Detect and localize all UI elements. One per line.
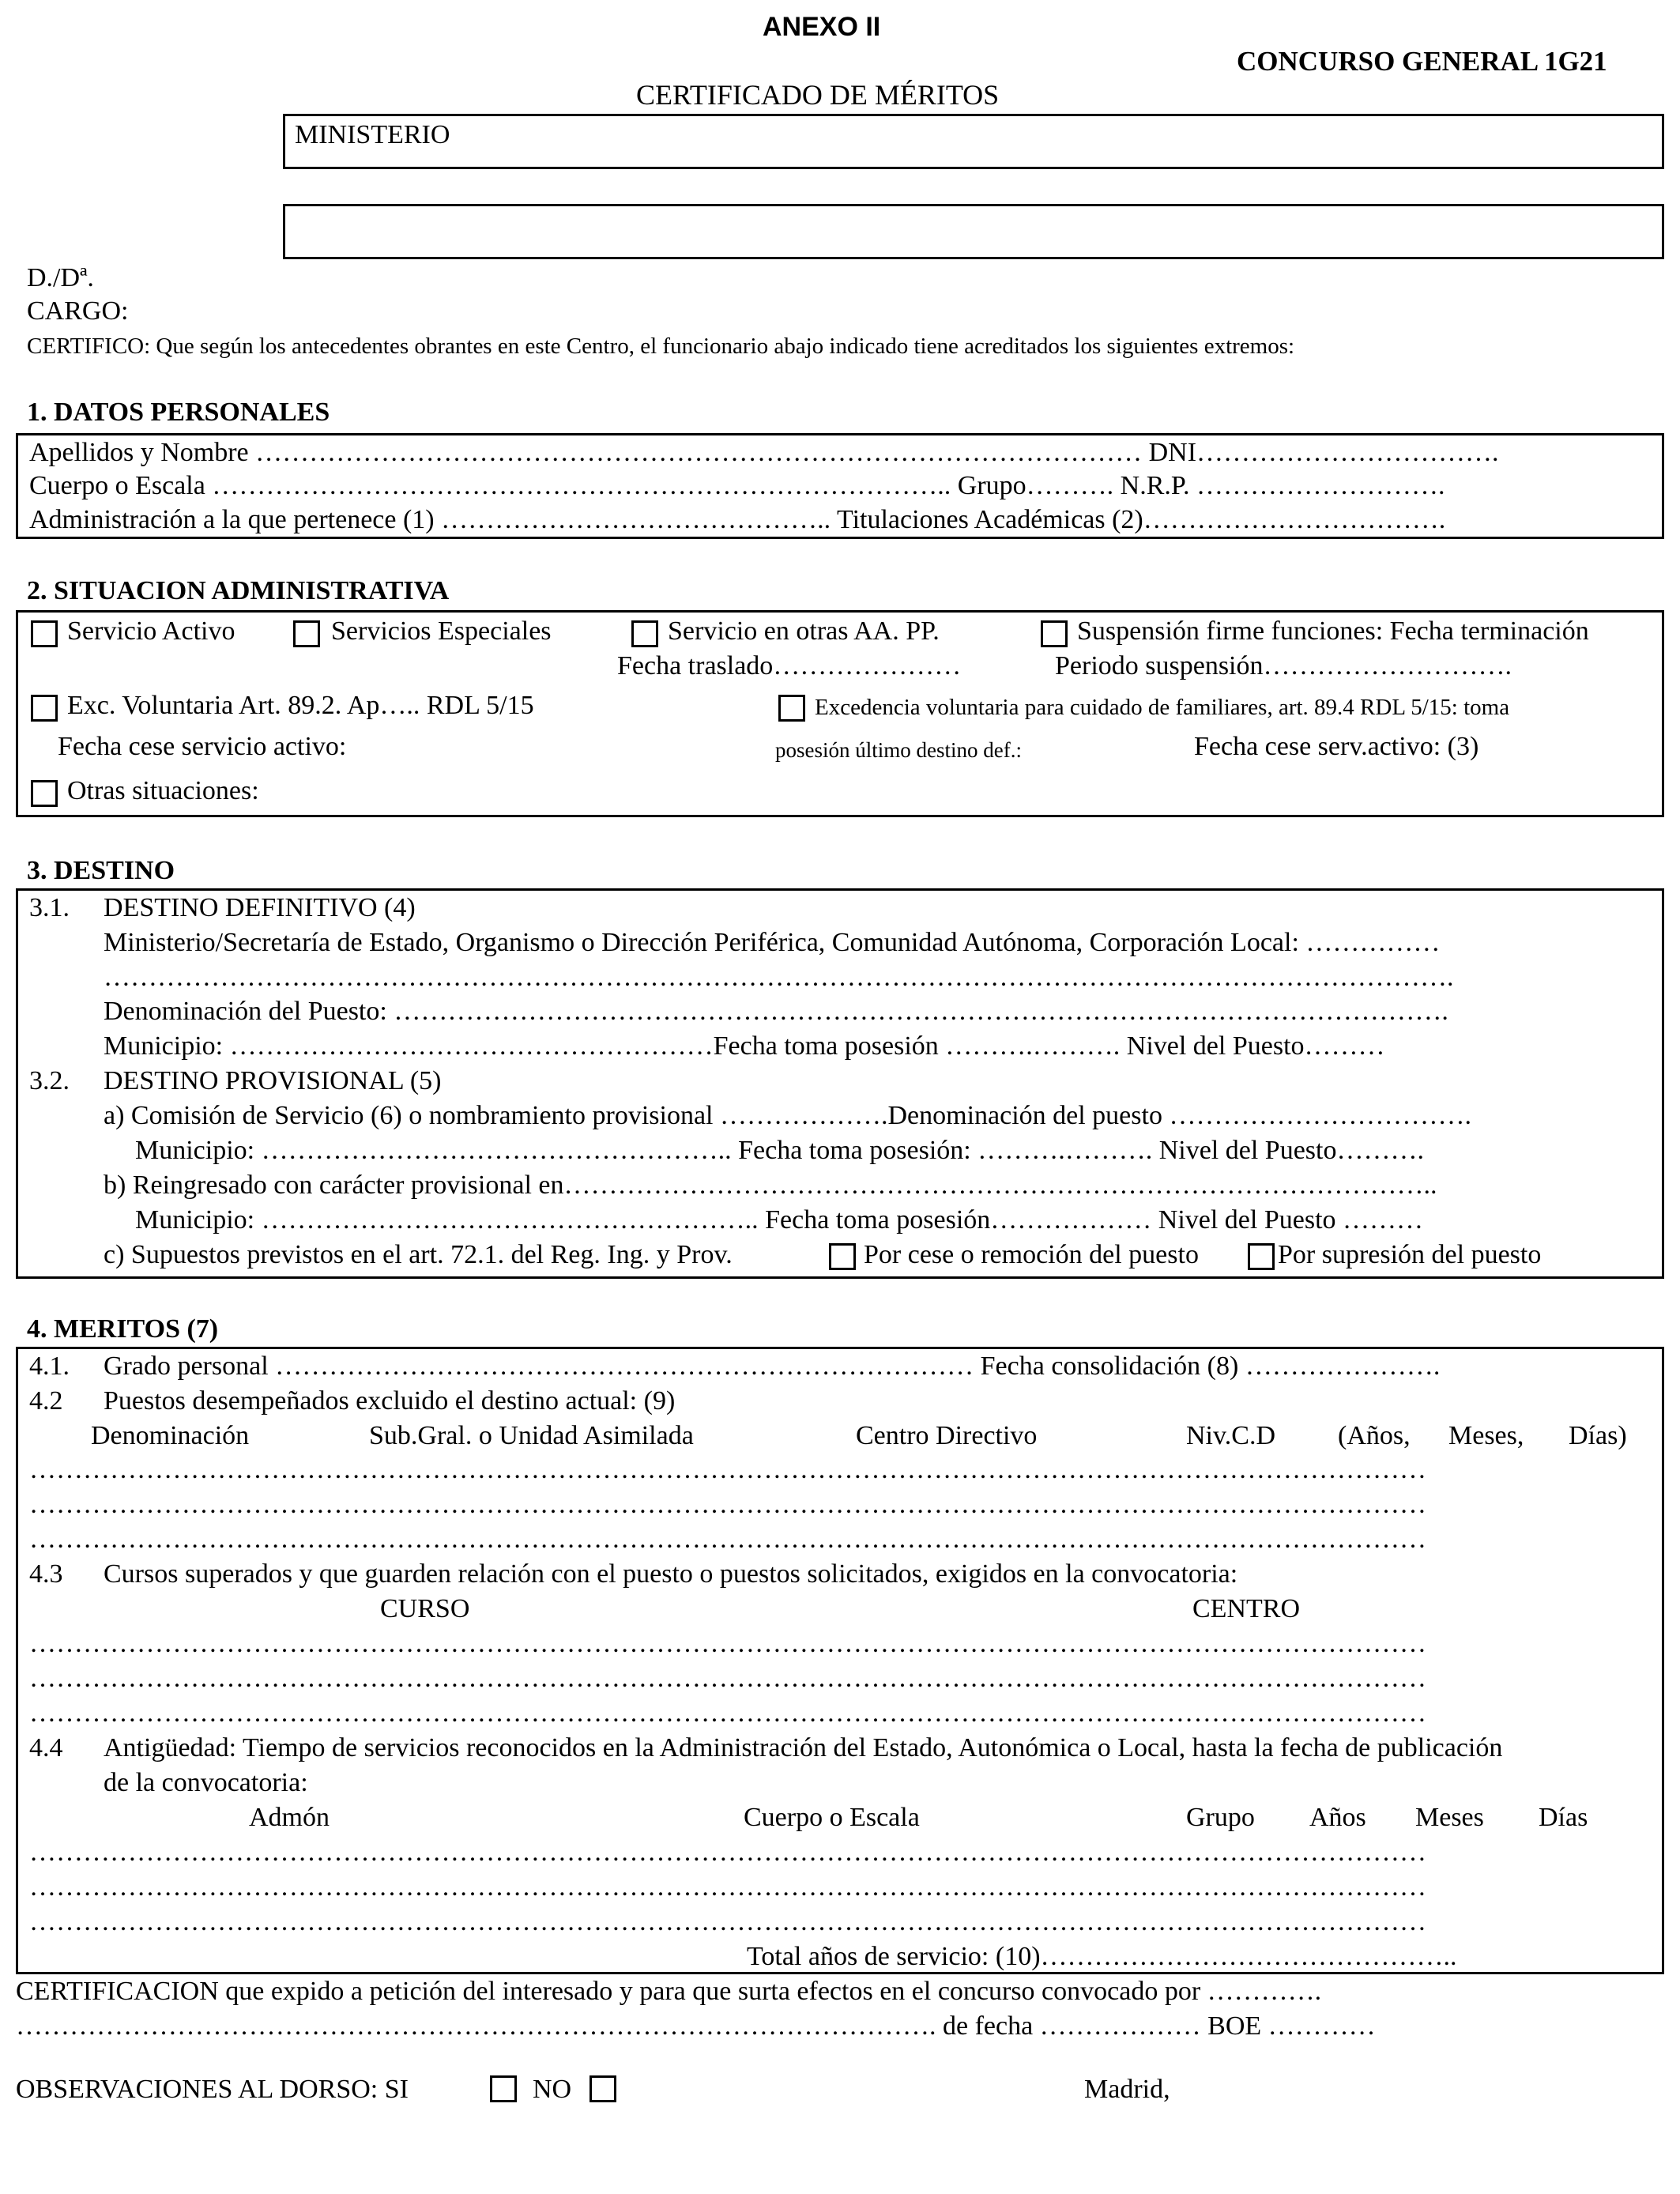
administracion-line: Administración a la que pertenece (1) …………………………………….. Titulaciones Académicas (2)…………………………….: [29, 505, 1446, 534]
exc-familiares-label: Excedencia voluntaria para cuidado de familiares, art. 89.4 RDL 5/15: toma: [815, 695, 1510, 720]
checkbox-obs-si[interactable]: [490, 2075, 517, 2102]
checkbox-suspension[interactable]: [1041, 620, 1068, 647]
section-2-title: 2. SITUACION ADMINISTRATIVA: [27, 576, 450, 605]
checkbox-exc-voluntaria[interactable]: [31, 695, 58, 722]
num-3-2: 3.2.: [29, 1066, 70, 1095]
cursos-label: Cursos superados y que guarden relación con el puesto o puestos solicitados, exigidos en la convocatoria:: [104, 1559, 1238, 1589]
certifico-text: CERTIFICO: Que según los antecedentes obrantes en este Centro, el funcionario abajo indicado tiene acreditados los siguientes extremos:: [27, 334, 1295, 359]
antiguedad-label: Antigüedad: Tiempo de servicios reconocidos en la Administración del Estado, Autonómica o Local, hasta la fecha de publicación: [104, 1733, 1503, 1762]
header-cuerpo: Cuerpo o Escala: [744, 1803, 920, 1832]
header-meses: Meses,: [1448, 1421, 1524, 1450]
section-3-title: 3. DESTINO: [27, 856, 175, 885]
concurso-label: CONCURSO GENERAL 1G21: [1237, 46, 1607, 77]
checkbox-servicios-especiales[interactable]: [293, 620, 320, 647]
header-anos-2: Años: [1309, 1803, 1366, 1832]
comision-municipio-line: Municipio: …………………………………………….. Fecha toma posesión: ……….………. Nivel del Puesto……….: [135, 1136, 1424, 1165]
fecha-cese2-label: Fecha cese serv.activo: (3): [1194, 732, 1479, 761]
header-centro: CENTRO: [1192, 1594, 1300, 1623]
antiguedad-label-2: de la convocatoria:: [104, 1768, 308, 1797]
apellidos-line: Apellidos y Nombre ……………………………………………………………………………………… DNI…………………………….: [29, 438, 1499, 467]
checkbox-exc-familiares[interactable]: [778, 695, 805, 722]
num-4-2: 4.2: [29, 1386, 63, 1416]
posesion-label: posesión último destino def.:: [775, 738, 1022, 762]
ministerio-field[interactable]: [283, 114, 1664, 169]
cargo-label: CARGO:: [27, 296, 129, 326]
cuerpo-line: Cuerpo o Escala ……………………………………………………………………….. Grupo………. N.R.P. ……………………….: [29, 471, 1445, 500]
suspension-label: Suspensión firme funciones: Fecha terminación: [1077, 616, 1589, 646]
header-centro-directivo: Centro Directivo: [856, 1421, 1038, 1450]
checkbox-supresion[interactable]: [1248, 1243, 1275, 1270]
cursos-row-2: …………………………………………………………………………………………………………………………………………: [29, 1664, 1426, 1693]
puestos-row-2: …………………………………………………………………………………………………………………………………………: [29, 1490, 1426, 1519]
checkbox-otras-situaciones[interactable]: [31, 780, 58, 807]
certificado-title: CERTIFICADO DE MÉRITOS: [636, 79, 1000, 111]
observaciones-label: OBSERVACIONES AL DORSO: SI: [16, 2075, 409, 2104]
no-label: NO: [533, 2075, 572, 2104]
puestos-row-3: …………………………………………………………………………………………………………………………………………: [29, 1525, 1426, 1554]
dots-line: …………………………………………………………………………………………………………………………………….: [104, 963, 1454, 992]
certificacion-line-1: CERTIFICACION que expido a petición del interesado y para que surta efectos en el concurso convocado por ………….: [16, 1977, 1322, 2006]
dd-label: D./Dª.: [27, 263, 94, 292]
num-4-1: 4.1.: [29, 1351, 70, 1381]
section-1-title: 1. DATOS PERSONALES: [27, 398, 330, 427]
denominacion-line: Denominación del Puesto: ……………………………………………………………………………………………………….: [104, 997, 1448, 1026]
supuestos-line: c) Supuestos previstos en el art. 72.1. del Reg. Ing. y Prov.: [104, 1240, 733, 1269]
header-dias: Días): [1569, 1421, 1627, 1450]
unit-field[interactable]: [283, 204, 1664, 259]
reingresado-municipio-line: Municipio: ……………………………………………….. Fecha toma posesión……………… Nivel del Puesto ………: [135, 1205, 1424, 1235]
checkbox-otras-aapp[interactable]: [631, 620, 658, 647]
exc-voluntaria-label: Exc. Voluntaria Art. 89.2. Ap….. RDL 5/15: [67, 691, 534, 720]
antiguedad-row-3: …………………………………………………………………………………………………………………………………………: [29, 1907, 1426, 1936]
reingresado-line: b) Reingresado con carácter provisional en……………………………………………………………………………………..: [104, 1171, 1437, 1200]
destino-definitivo-label: DESTINO DEFINITIVO (4): [104, 893, 416, 922]
antiguedad-row-2: …………………………………………………………………………………………………………………………………………: [29, 1872, 1426, 1902]
meritos-box: [16, 1347, 1664, 1974]
checkbox-servicio-activo[interactable]: [31, 620, 58, 647]
header-grupo: Grupo: [1186, 1803, 1255, 1832]
header-dias-2: Días: [1539, 1803, 1588, 1832]
madrid-label: Madrid,: [1084, 2075, 1170, 2104]
servicios-especiales-label: Servicios Especiales: [331, 616, 552, 646]
ministerio-label: MINISTERIO: [295, 120, 450, 149]
num-4-3: 4.3: [29, 1559, 63, 1589]
otras-situaciones-label: Otras situaciones:: [67, 776, 259, 805]
servicio-activo-label: Servicio Activo: [67, 616, 235, 646]
section-4-title: 4. MERITOS (7): [27, 1314, 219, 1344]
datos-personales-box: [16, 433, 1664, 539]
header-admon: Admón: [249, 1803, 330, 1832]
fecha-traslado-label: Fecha traslado…………………: [617, 651, 962, 680]
ministerio-organismo-line: Ministerio/Secretaría de Estado, Organismo o Dirección Periférica, Comunidad Autónoma, Corporación Local: ……………: [104, 928, 1441, 957]
header-denominacion: Denominación: [91, 1421, 250, 1450]
header-nivcd: Niv.C.D: [1186, 1421, 1276, 1450]
comision-line: a) Comisión de Servicio (6) o nombramiento provisional ……………….Denominación del puesto …………………………….: [104, 1101, 1471, 1130]
header-subgral: Sub.Gral. o Unidad Asimilada: [369, 1421, 694, 1450]
destino-box: [16, 888, 1664, 1279]
certificacion-line-2: …………………………………………………………………………………………. de fecha ……………… BOE …………: [16, 2011, 1376, 2041]
periodo-suspension-label: Periodo suspensión……………………….: [1055, 651, 1512, 680]
destino-provisional-label: DESTINO PROVISIONAL (5): [104, 1066, 442, 1095]
puestos-label: Puestos desempeñados excluido el destino actual: (9): [104, 1386, 676, 1416]
municipio-line: Municipio: ………………………………………………Fecha toma posesión ……….………. Nivel del Puesto………: [104, 1031, 1385, 1061]
checkbox-obs-no[interactable]: [590, 2075, 616, 2102]
cese-remocion-label: Por cese o remoción del puesto: [864, 1240, 1199, 1269]
num-4-4: 4.4: [29, 1733, 63, 1762]
fecha-cese-label: Fecha cese servicio activo:: [58, 732, 347, 761]
cursos-row-1: …………………………………………………………………………………………………………………………………………: [29, 1629, 1426, 1658]
header-curso: CURSO: [380, 1594, 470, 1623]
supresion-label: Por supresión del puesto: [1278, 1240, 1542, 1269]
otras-aapp-label: Servicio en otras AA. PP.: [668, 616, 940, 646]
antiguedad-row-1: …………………………………………………………………………………………………………………………………………: [29, 1838, 1426, 1867]
grado-line: Grado personal …………………………………………………………………… Fecha consolidación (8) ………………….: [104, 1351, 1441, 1381]
num-3-1: 3.1.: [29, 893, 70, 922]
header-meses-2: Meses: [1415, 1803, 1484, 1832]
total-servicio-line: Total años de servicio: (10)………………………………………..: [747, 1942, 1457, 1971]
header-anos: (Años,: [1338, 1421, 1411, 1450]
anexo-title: ANEXO II: [763, 12, 881, 42]
situacion-box: [16, 610, 1664, 817]
puestos-row-1: …………………………………………………………………………………………………………………………………………: [29, 1455, 1426, 1484]
checkbox-cese-remocion[interactable]: [829, 1243, 856, 1270]
cursos-row-3: …………………………………………………………………………………………………………………………………………: [29, 1698, 1426, 1728]
